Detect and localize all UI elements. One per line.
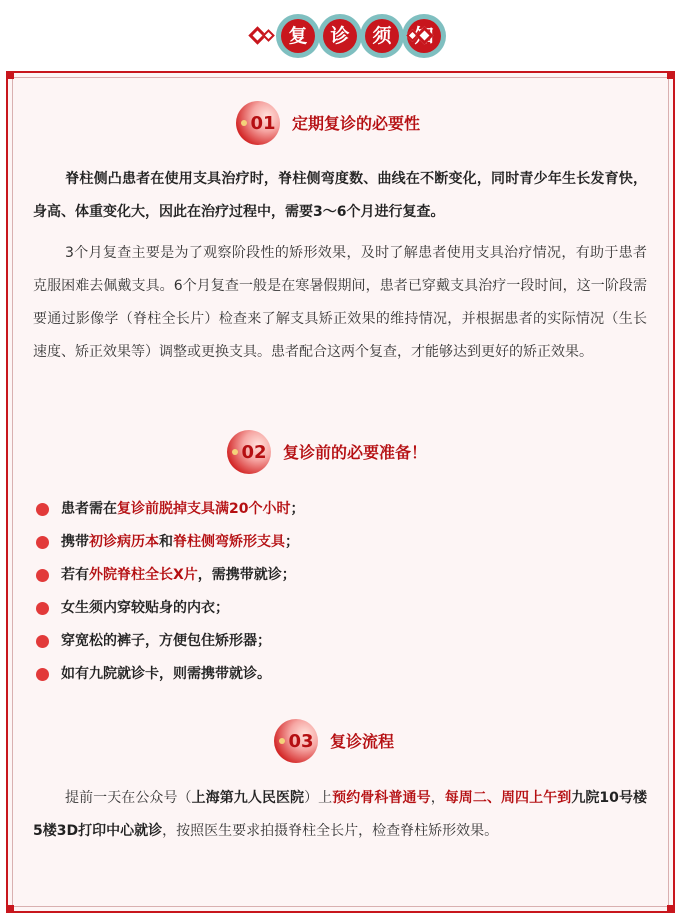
header-char: 复: [281, 19, 315, 53]
item-text: 若有: [61, 567, 89, 583]
bullet-dot-icon: [36, 503, 49, 516]
item-text: 女生须内穿较贴身的内衣；: [61, 600, 229, 616]
item-highlight: 外院脊柱全长X片: [89, 567, 198, 583]
section-03-paragraph: [33, 782, 647, 848]
section-heading-01: [236, 101, 456, 147]
item-text: ；: [290, 501, 305, 517]
list-item: [36, 493, 636, 526]
paragraph-text: ）上: [304, 790, 333, 806]
left-diamond-icon: [262, 29, 275, 42]
item-text: 患者需在: [61, 501, 117, 517]
section-heading-02: [227, 430, 467, 476]
section-heading-03: [274, 719, 434, 765]
list-item: [36, 625, 636, 658]
section-title: 定期复诊的必要性: [292, 114, 421, 133]
bullet-dot-icon: [36, 635, 49, 648]
list-item: [36, 526, 636, 559]
paragraph-text: ，: [430, 790, 445, 806]
section-number: 02: [241, 442, 267, 463]
item-highlight: 初诊病历本: [89, 534, 159, 550]
header-banner: [0, 0, 681, 70]
section-01-paragraph-2: [33, 237, 647, 369]
item-text: 携带: [61, 534, 89, 550]
item-highlight: 脊柱侧弯矫形支具: [173, 534, 285, 550]
header-char-circle: [276, 14, 320, 58]
section-title: 复诊流程: [330, 732, 395, 751]
paragraph-text: 提前一天在公众号（: [65, 790, 192, 806]
section-title: 复诊前的必要准备！: [283, 443, 428, 462]
list-item: [36, 592, 636, 625]
bullet-dot-icon: [36, 668, 49, 681]
section-number: 01: [250, 113, 276, 134]
section-01-paragraph-1: [33, 163, 647, 229]
paragraph-text: ，按照医生要求拍摄脊柱全长片，检查脊柱矫形效果。: [162, 823, 499, 839]
item-text: ；: [285, 534, 299, 550]
bullet-dot-icon: [36, 536, 49, 549]
paragraph-text: 3个月复查主要是为了观察阶段性的矫形效果，及时了解患者使用支具治疗情况，有助于患者克服困难去佩戴支具。6个月复查一般是在寒暑假期间，患者已穿戴支具治疗一段时间，这一阶段需要通过影像学（脊柱全长片）检查来了解支具矫正效果的维持情况，并根据患者的实际情况（生长速度、矫正效果等）调整或更换支具。患者配合这两个复查，才能够达到更好的矫正效果。: [33, 245, 647, 360]
list-item: [36, 658, 636, 691]
frame-corner: [6, 905, 14, 913]
header-char: 须: [365, 19, 399, 53]
frame-corner: [667, 71, 675, 79]
item-highlight: 复诊前脱掉支具满20个小时: [117, 501, 291, 517]
list-item: [36, 559, 636, 592]
header-char-circle: [318, 14, 362, 58]
header-char: 诊: [323, 19, 357, 53]
paragraph-highlight: 预约骨科普通号: [332, 790, 431, 806]
paragraph-text: 脊柱侧凸患者在使用支具治疗时，脊柱侧弯度数、曲线在不断变化，同时青少年生长发育快，身高、体重变化大，因此在治疗过程中，需要3～6个月进行复查。: [33, 171, 647, 220]
location-text: 九院10号楼5楼3D打印中心就诊: [33, 790, 648, 839]
bullet-dot-icon: [36, 602, 49, 615]
frame-corner: [667, 905, 675, 913]
paragraph-highlight: 每周二、周四上午到: [444, 790, 572, 806]
item-text: ，需携带就诊；: [197, 567, 296, 583]
item-text: 和: [159, 534, 173, 550]
item-text: 穿宽松的裤子，方便包住矫形器；: [61, 633, 271, 649]
item-text: 如有九院就诊卡，则需携带就诊。: [61, 666, 271, 682]
bullet-dot-icon: [36, 569, 49, 582]
preparation-list: [36, 493, 636, 691]
header-char-circle: [360, 14, 404, 58]
account-name: 上海第九人民医院: [191, 790, 305, 806]
frame-corner: [6, 71, 14, 79]
section-number: 03: [288, 731, 314, 752]
